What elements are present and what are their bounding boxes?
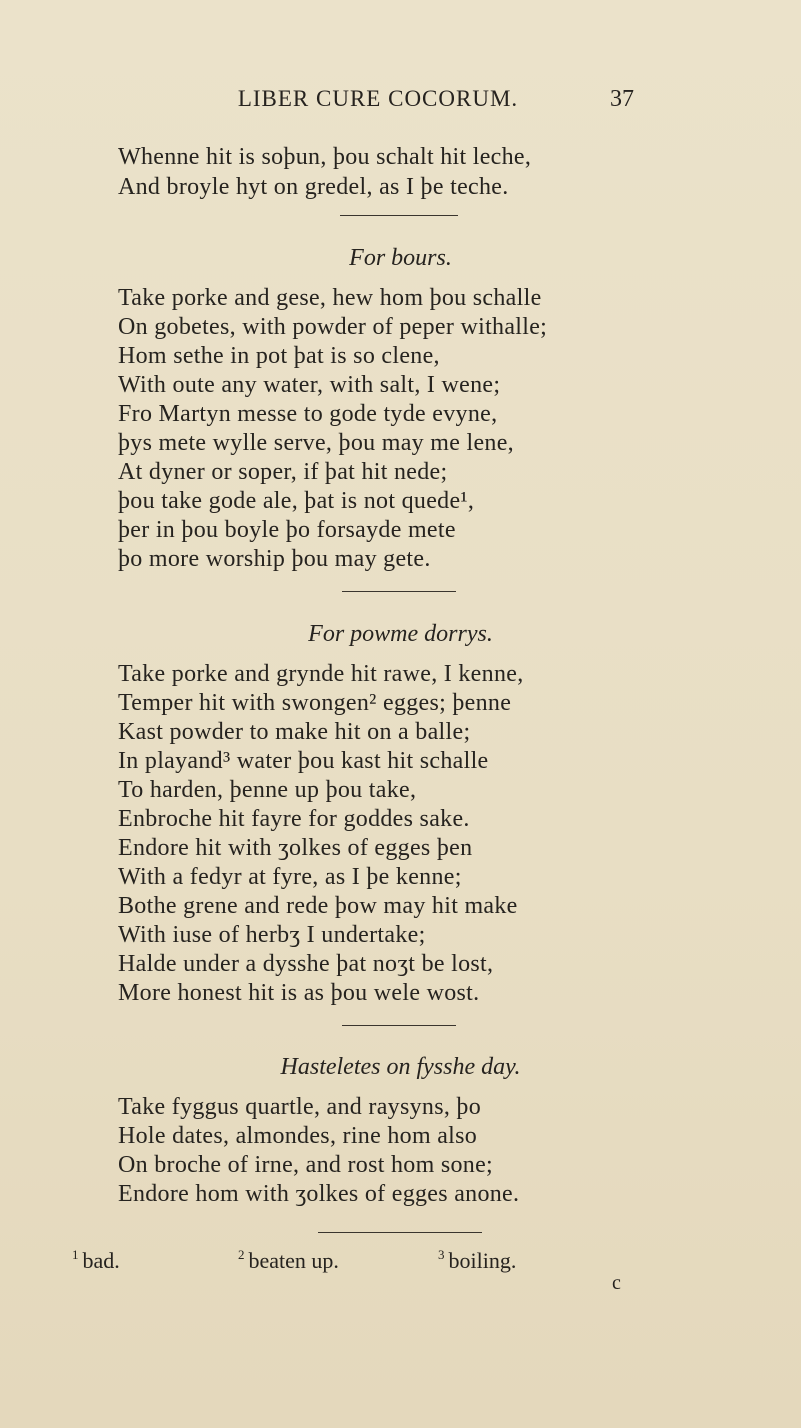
verse-line: Temper hit with swongen² egges; þenne bbox=[118, 690, 512, 716]
verse-line: þer in þou boyle þo forsayde mete bbox=[118, 517, 456, 543]
verse-line: With a fedyr at fyre, as I þe kenne; bbox=[118, 864, 462, 890]
section-title: Hasteletes on fysshe day. bbox=[280, 1054, 521, 1080]
footnote bbox=[238, 1242, 339, 1274]
verse-line: And broyle hyt on gredel, as I þe teche. bbox=[118, 174, 509, 200]
verse-line: Hom sethe in pot þat is so clene, bbox=[118, 343, 440, 369]
section-title: For bours. bbox=[349, 245, 452, 271]
verse-line: With iuse of herbʒ I undertake; bbox=[118, 922, 426, 948]
footnote bbox=[438, 1242, 516, 1274]
section-divider bbox=[342, 591, 456, 592]
verse-line: Endore hit with ʒolkes of egges þen bbox=[118, 835, 473, 861]
verse-line: Hole dates, almondes, rine hom also bbox=[118, 1123, 478, 1149]
verse-line: On gobetes, with powder of peper withalle; bbox=[118, 314, 548, 340]
verse-line: On broche of irne, and rost hom sone; bbox=[118, 1152, 494, 1178]
verse-line: Fro Martyn messe to gode tyde evyne, bbox=[118, 401, 498, 427]
signature-mark: c bbox=[612, 1272, 621, 1294]
verse-line: Whenne hit is soþun, þou schalt hit leche, bbox=[118, 144, 532, 170]
header-title: LIBER CURE COCORUM. bbox=[237, 86, 519, 111]
verse-line: Enbroche hit fayre for goddes sake. bbox=[118, 806, 470, 832]
section-divider bbox=[340, 215, 458, 216]
verse-line: þys mete wylle serve, þou may me lene, bbox=[118, 430, 514, 456]
footnote-text: boiling. bbox=[448, 1248, 517, 1273]
running-header bbox=[0, 86, 801, 120]
verse-line: Endore hom with ʒolkes of egges anone. bbox=[118, 1181, 520, 1207]
verse-line: Take porke and grynde hit rawe, I kenne, bbox=[118, 661, 524, 687]
verse-line: þou take gode ale, þat is not quede¹, bbox=[118, 488, 475, 514]
verse-line: To harden, þenne up þou take, bbox=[118, 777, 417, 803]
verse-line: In playand³ water þou kast hit schalle bbox=[118, 748, 489, 774]
verse-line: Halde under a dysshe þat noʒt be lost, bbox=[118, 951, 494, 977]
verse-line: Kast powder to make hit on a balle; bbox=[118, 719, 471, 745]
verse-line: þo more worship þou may gete. bbox=[118, 546, 431, 572]
section-divider bbox=[342, 1025, 456, 1026]
footnote-mark: 1 bbox=[72, 1247, 79, 1262]
verse-line: Take porke and gese, hew hom þou schalle bbox=[118, 285, 542, 311]
verse-line: At dyner or soper, if þat hit nede; bbox=[118, 459, 448, 485]
section-title: For powme dorrys. bbox=[308, 621, 493, 647]
verse-line: With oute any water, with salt, I wene; bbox=[118, 372, 501, 398]
verse-line: More honest hit is as þou wele wost. bbox=[118, 980, 480, 1006]
footnote-mark: 3 bbox=[438, 1247, 445, 1262]
page-number: 37 bbox=[610, 86, 634, 112]
footnote-mark: 2 bbox=[238, 1247, 245, 1262]
footnote-text: beaten up. bbox=[248, 1248, 339, 1273]
footnote-text: bad. bbox=[82, 1248, 120, 1273]
footnote bbox=[72, 1242, 120, 1274]
verse-line: Take fyggus quartle, and raysyns, þo bbox=[118, 1094, 482, 1120]
footnote-divider bbox=[318, 1232, 482, 1233]
verse-line: Bothe grene and rede þow may hit make bbox=[118, 893, 518, 919]
